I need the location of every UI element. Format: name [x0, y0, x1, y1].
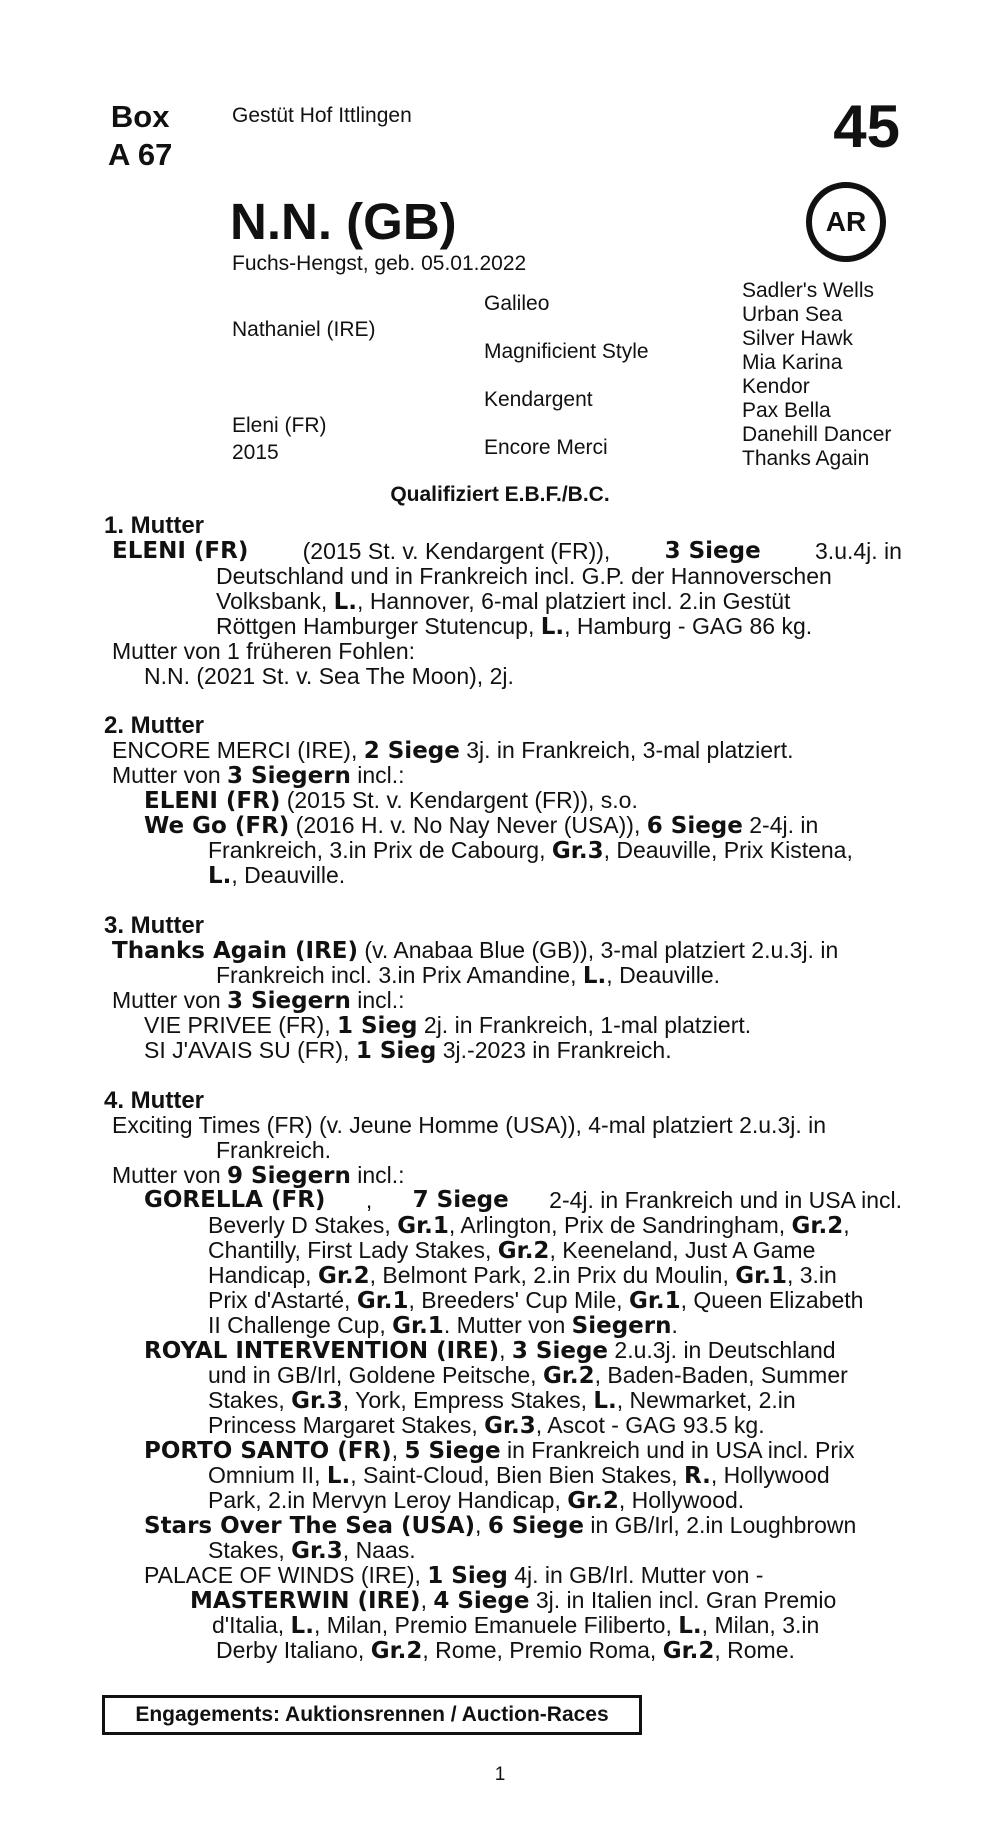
progeny-entry: [144, 1012, 751, 1039]
progeny-entry: [144, 812, 818, 839]
wins: 4 Siege: [433, 1588, 530, 1614]
wins: 6 Siege: [487, 1513, 584, 1539]
text: (2015 St. v. Kendargent (FR)),: [302, 538, 611, 564]
wins: 1 Sieg: [355, 1038, 437, 1064]
group-mark: Gr.2: [542, 1363, 595, 1389]
progeny-entry-line: [208, 1412, 765, 1439]
text: ,: [475, 1512, 488, 1538]
progeny-entry: [144, 1037, 672, 1064]
text: in GB/Irl, 2.in Loughbrown: [583, 1512, 857, 1538]
listed-mark: L.: [678, 1613, 702, 1639]
group-mark: Gr.2: [662, 1638, 715, 1664]
text: Frankreich incl. 3.in Prix Amandine,: [216, 962, 583, 988]
pedigree-dam-year: 2015: [232, 441, 279, 464]
wins: 1 Sieg: [427, 1563, 508, 1589]
text: ,: [420, 1587, 434, 1613]
text: 2-4j. in: [742, 812, 819, 838]
text: II Challenge Cup,: [208, 1312, 393, 1338]
text: Frankreich, 3.in Prix de Cabourg,: [208, 837, 552, 863]
text: VIE PRIVEE (FR),: [144, 1012, 337, 1038]
text: (2016 H. v. No Nay Never (USA)),: [289, 812, 647, 838]
text: Röttgen Hamburger Stutencup,: [216, 613, 541, 639]
listed-mark: L.: [290, 1613, 314, 1639]
progeny-entry-line: [208, 1237, 815, 1264]
progeny-entry-line: [208, 1537, 416, 1564]
group-mark: Gr.1: [392, 1313, 444, 1339]
wins: 3 Siege: [511, 1338, 609, 1364]
text: , Newmarket, 2.in: [616, 1387, 796, 1413]
progeny-name: ROYAL INTERVENTION (IRE): [144, 1338, 500, 1364]
progeny-name: We Go (FR): [144, 813, 290, 839]
pedigree-gen2: Kendargent: [484, 388, 593, 411]
text: Omnium II,: [208, 1462, 327, 1488]
progeny-entry-line: [208, 837, 853, 864]
section-heading-3: 3. Mutter: [104, 912, 205, 939]
group-mark: Gr.2: [370, 1638, 423, 1664]
pedigree-gen3: Danehill Dancer: [742, 423, 892, 446]
text: (2015 St. v. Kendargent (FR)), s.o.: [280, 787, 638, 813]
progeny-entry: [144, 787, 638, 814]
winners: 3 Siegern: [227, 988, 351, 1014]
group-mark: Gr.3: [484, 1413, 536, 1439]
pedigree-gen3: Pax Bella: [742, 399, 831, 422]
text: 3j. in Frankreich, 3-mal platziert.: [459, 737, 794, 763]
wins: 1 Sieg: [336, 1013, 418, 1039]
pedigree-gen3-list: [742, 279, 891, 471]
text: ,: [499, 1337, 512, 1363]
wins: 5 Siege: [404, 1438, 501, 1464]
text: , Queen Elizabeth: [680, 1287, 864, 1313]
text: , Deauville, Prix Kistena,: [603, 837, 853, 863]
progeny-entry-line: [208, 1462, 830, 1489]
listed-mark: L.: [593, 1388, 617, 1414]
pedigree-gen3: Sadler's Wells: [742, 279, 874, 302]
group-mark: Gr.2: [567, 1488, 619, 1514]
text: , Keeneland, Just A Game: [549, 1237, 816, 1263]
group-mark: Gr.1: [735, 1263, 787, 1289]
box-number: A 67: [108, 137, 173, 172]
progeny-entry-line: [208, 1487, 744, 1514]
dam1-line: [112, 538, 902, 565]
text: und in GB/Irl, Goldene Peitsche,: [208, 1362, 543, 1388]
group-mark: Gr.1: [356, 1288, 409, 1314]
group-mark: Gr.3: [291, 1538, 343, 1564]
foals-intro: Mutter von 1 früheren Fohlen:: [112, 638, 415, 664]
foal-entry: N.N. (2021 St. v. Sea The Moon), 2j.: [144, 663, 514, 689]
pedigree-gen2: Encore Merci: [484, 436, 608, 459]
dam1-name: ELENI (FR): [112, 538, 249, 564]
progeny-entry: [190, 1587, 836, 1614]
text: ,: [391, 1437, 405, 1463]
section-heading-1: 1. Mutter: [104, 512, 205, 539]
text: , Naas.: [342, 1537, 416, 1563]
text: PALACE OF WINDS (IRE),: [144, 1562, 428, 1588]
progeny-name: Stars Over The Sea (USA): [144, 1513, 476, 1539]
text: (v. Anabaa Blue (GB)), 3-mal platziert 2.u.3j. in: [358, 937, 839, 963]
progeny-entry-line: [208, 1362, 848, 1389]
text: d'Italia,: [212, 1612, 291, 1638]
group-mark: Gr.1: [397, 1213, 449, 1239]
dam4-line: Exciting Times (FR) (v. Jeune Homme (USA)), 4-mal platziert 2.u.3j. in: [112, 1112, 827, 1138]
text: , Milan, 3.in: [701, 1612, 820, 1638]
progeny-name: GORELLA (FR): [144, 1187, 326, 1213]
group-mark: Gr.2: [317, 1263, 370, 1289]
text: incl.:: [350, 987, 405, 1013]
text: , Hamburg - GAG 86 kg.: [564, 613, 813, 639]
progeny-entry-line: [208, 1212, 850, 1239]
progeny-name: MASTERWIN (IRE): [190, 1588, 421, 1614]
pedigree-gen2: Galileo: [484, 292, 550, 315]
dam2-line: [112, 762, 405, 789]
progeny-entry-line: [208, 1387, 796, 1414]
section-heading-2: 2. Mutter: [104, 712, 205, 739]
dam1-line: [216, 588, 902, 615]
text: Handicap,: [208, 1262, 318, 1288]
text: ,: [365, 1187, 373, 1213]
pedigree-gen3: Urban Sea: [742, 303, 843, 326]
text: ENCORE MERCI (IRE),: [112, 737, 364, 763]
text: , Ascot - GAG 93.5 kg.: [535, 1412, 765, 1438]
box-label: [108, 98, 172, 174]
progeny-name: PORTO SANTO (FR): [144, 1438, 392, 1464]
pedigree-gen3: Thanks Again: [742, 447, 870, 470]
dam3-name: Thanks Again (IRE): [112, 938, 359, 964]
text: Prix d'Astarté,: [208, 1287, 357, 1313]
box-title: Box: [110, 99, 170, 134]
text: Chantilly, First Lady Stakes,: [208, 1237, 498, 1263]
text: , Baden-Baden, Summer: [594, 1362, 848, 1388]
pedigree-gen2: Magnificient Style: [484, 340, 649, 363]
progeny-entry-line: [208, 1262, 837, 1289]
text: incl.:: [350, 1162, 405, 1188]
group-mark: Gr.2: [791, 1213, 844, 1239]
text: Mutter von: [112, 762, 228, 788]
progeny-name: ELENI (FR): [144, 788, 281, 814]
pedigree-gen3: Mia Karina: [742, 351, 843, 374]
qualification-note: Qualifiziert E.B.F./B.C.: [390, 483, 610, 506]
dam1-line: [216, 613, 812, 640]
text: , Hollywood: [710, 1462, 830, 1488]
group-mark: Gr.3: [551, 838, 604, 864]
progeny-entry: [144, 1187, 902, 1214]
text: , Belmont Park, 2.in Prix du Moulin,: [369, 1262, 736, 1288]
pedigree-gen3: Silver Hawk: [742, 327, 853, 350]
dam1-line: [216, 563, 902, 590]
text: Beverly D Stakes,: [208, 1212, 398, 1238]
section-heading-4: 4. Mutter: [104, 1087, 205, 1114]
text: 3j.-2023 in Frankreich.: [436, 1037, 672, 1063]
dam3-line: [112, 937, 838, 964]
text: Deutschland und in Frankreich incl. G.P. der Hannoverschen: [216, 563, 832, 589]
text: 4j. in GB/Irl. Mutter von -: [507, 1562, 764, 1588]
wins: 3 Siege: [664, 538, 761, 564]
progeny-entry-line: [208, 1312, 678, 1339]
text: 2.u.3j. in Deutschland: [608, 1337, 836, 1363]
progeny-entry: [144, 1562, 763, 1589]
text: Mutter von: [112, 1162, 228, 1188]
text: . Mutter von: [443, 1312, 572, 1338]
text: SI J'AVAIS SU (FR),: [144, 1037, 356, 1063]
dam3-line: [112, 987, 405, 1014]
progeny-entry-line: [212, 1612, 819, 1639]
engagements-box: Engagements: Auktionsrennen / Auction-Races: [102, 1695, 642, 1735]
dam4-line: Frankreich.: [216, 1137, 332, 1163]
listed-mark: L.: [333, 589, 358, 615]
progeny-entry-line: [208, 1287, 863, 1314]
progeny-entry: [144, 1437, 855, 1464]
text: Derby Italiano,: [216, 1637, 371, 1663]
group-mark: Gr.3: [291, 1388, 343, 1414]
page-number: 1: [494, 1764, 506, 1785]
winners: 9 Siegern: [227, 1163, 351, 1189]
text: Park, 2.in Mervyn Leroy Handicap,: [208, 1487, 568, 1513]
text: ,: [843, 1212, 850, 1238]
text: 3j. in Italien incl. Gran Premio: [529, 1587, 837, 1613]
progeny-entry-line: [216, 1637, 795, 1664]
wins: 2 Siege: [363, 738, 460, 764]
breeder: Gestüt Hof Ittlingen: [232, 104, 412, 127]
listed-mark: L.: [582, 963, 607, 989]
text: Princess Margaret Stakes,: [208, 1412, 485, 1438]
dam4-line: [112, 1162, 405, 1189]
text: , Saint-Cloud, Bien Bien Stakes,: [350, 1462, 684, 1488]
text: , Deauville.: [606, 962, 721, 988]
text: 3.u.4j. in: [815, 538, 902, 564]
pedigree-dam: Eleni (FR): [232, 414, 327, 437]
text: , 3.in: [786, 1262, 837, 1288]
horse-description: Fuchs-Hengst, geb. 05.01.2022: [232, 252, 527, 275]
winners: 3 Siegern: [227, 763, 351, 789]
progeny-entry: [144, 1337, 836, 1364]
text: , Deauville.: [231, 862, 346, 888]
text: Mutter von: [112, 987, 228, 1013]
text: , Rome, Premio Roma,: [422, 1637, 663, 1663]
group-mark: Gr.1: [628, 1288, 681, 1314]
text: incl.:: [350, 762, 405, 788]
dam2-line: [112, 737, 793, 764]
text: in Frankreich und in USA incl. Prix: [500, 1437, 855, 1463]
ar-badge: AR: [806, 182, 886, 262]
text: Volksbank,: [216, 588, 334, 614]
text: 2-4j. in Frankreich und in USA incl.: [549, 1187, 902, 1213]
winners: Siegern: [571, 1313, 672, 1339]
lot-number: 45: [833, 93, 900, 160]
listed-mark: L.: [208, 863, 232, 889]
text: Stakes,: [208, 1387, 292, 1413]
listed-mark: L.: [540, 614, 565, 640]
progeny-entry: [144, 1512, 856, 1539]
restricted-mark: R.: [683, 1463, 711, 1489]
wins: 6 Siege: [646, 813, 743, 839]
pedigree-gen3: Kendor: [742, 375, 810, 398]
text: Stakes,: [208, 1537, 292, 1563]
text: , Arlington, Prix de Sandringham,: [448, 1212, 792, 1238]
text: , Rome.: [714, 1637, 795, 1663]
progeny-entry-line: [208, 862, 345, 889]
text: , York, Empress Stakes,: [342, 1387, 594, 1413]
text: , Hollywood.: [618, 1487, 745, 1513]
text: .: [671, 1312, 678, 1338]
horse-name: N.N. (GB): [230, 193, 457, 250]
wins: 7 Siege: [412, 1187, 509, 1213]
text: , Breeders' Cup Mile,: [408, 1287, 629, 1313]
group-mark: Gr.2: [497, 1238, 550, 1264]
text: 2j. in Frankreich, 1-mal platziert.: [417, 1012, 752, 1038]
text: , Milan, Premio Emanuele Filiberto,: [313, 1612, 679, 1638]
dam3-line: [216, 962, 720, 989]
pedigree-sire: Nathaniel (IRE): [232, 318, 376, 341]
listed-mark: L.: [326, 1463, 351, 1489]
text: , Hannover, 6-mal platziert incl. 2.in Gestüt: [357, 588, 791, 614]
